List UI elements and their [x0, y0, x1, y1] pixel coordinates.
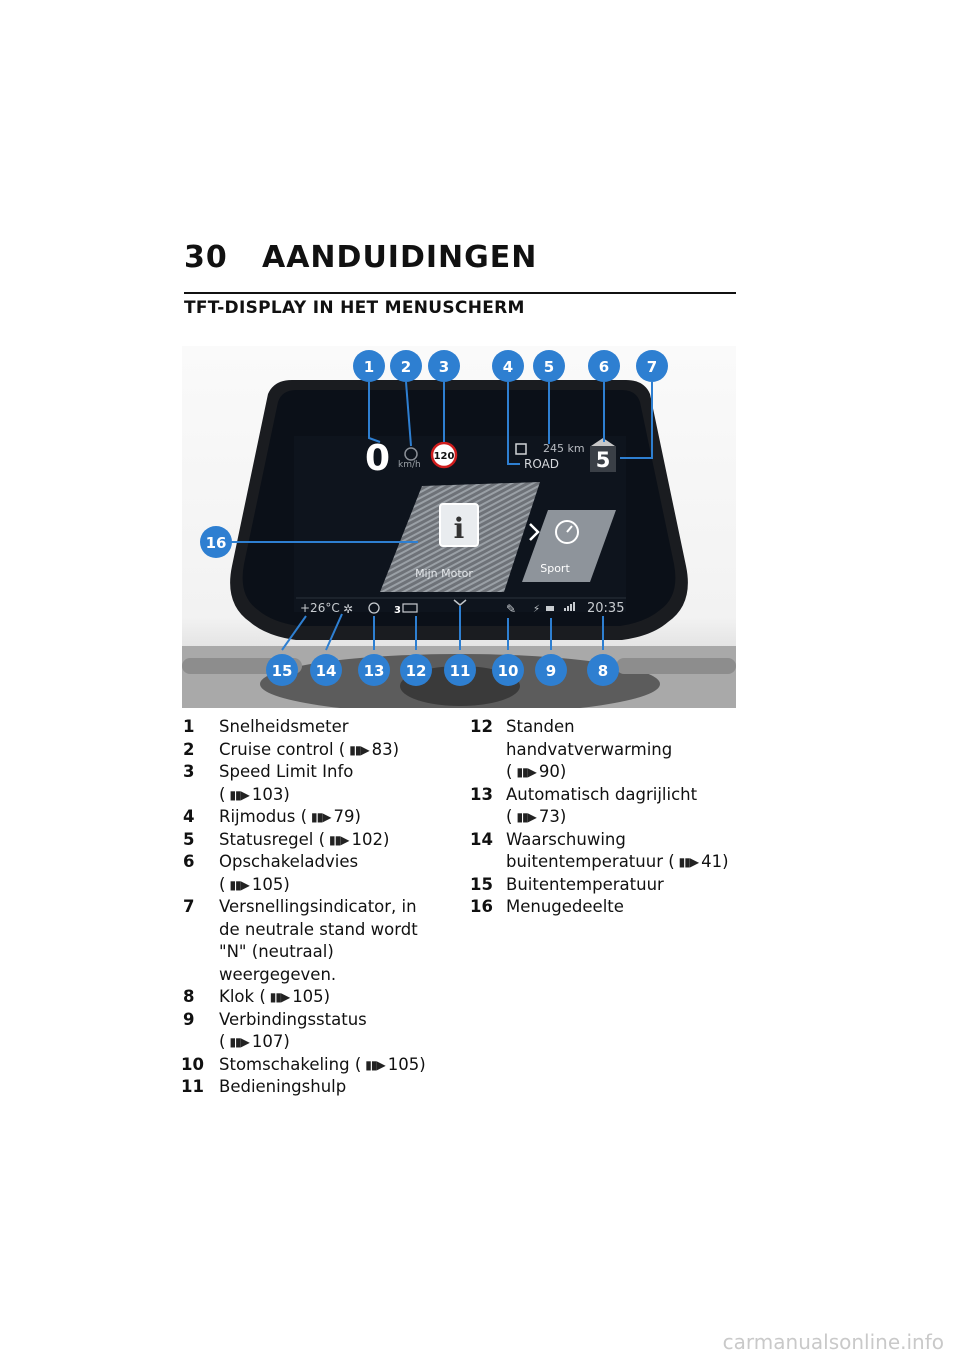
page-reference[interactable]: ( ▮▮▶ 73): [506, 807, 566, 826]
legend-item: 1 Snelheidsmeter: [183, 717, 349, 736]
range-readout: 245 km: [543, 442, 585, 455]
menu-right-label: Sport: [540, 562, 570, 575]
legend-item: 9 Verbindingsstatus ( ▮▮▶ 107): [183, 1009, 441, 1054]
page-ref-arrow-icon: ▮▮▶: [365, 1057, 385, 1072]
legend-item: 4 Rijmodus ( ▮▮▶ 79): [183, 806, 441, 829]
callout-10: 10: [497, 662, 519, 680]
menu-left-label: Mijn Motor: [415, 567, 473, 580]
connection-icon: ⚡: [533, 604, 541, 615]
page-ref-arrow-icon: ▮▮▶: [516, 810, 536, 824]
callout-5: 5: [543, 358, 555, 376]
callout-14: 14: [315, 662, 337, 680]
legend-list-right: [470, 716, 736, 919]
page-ref-arrow-icon: ▮▮▶: [311, 810, 331, 824]
battery-icon: [546, 606, 554, 611]
legend-item: 6 Opschakeladvies ( ▮▮▶ 105): [183, 851, 441, 896]
page-reference[interactable]: ( ▮▮▶ 105): [355, 1055, 426, 1074]
speed-unit: km/h: [398, 460, 421, 470]
legend-item: 10 Stomschakeling ( ▮▮▶ 105): [183, 1054, 441, 1077]
speed-limit-value: 120: [433, 451, 455, 462]
callout-13: 13: [363, 662, 385, 680]
page-reference[interactable]: ( ▮▮▶ 105): [259, 987, 330, 1006]
page-ref-arrow-icon: ▮▮▶: [516, 765, 536, 779]
section-title: TFT-DISPLAY IN HET MENUSCHERM: [184, 298, 525, 318]
callout-8: 8: [597, 662, 609, 680]
legend-item: 14 Waarschuwing buitentemperatuur ( ▮▮▶ 41): [470, 829, 736, 874]
page-ref-arrow-icon: ▮▮▶: [229, 1035, 249, 1049]
chapter-heading: [184, 240, 537, 275]
chapter-title: AANDUIDINGEN: [262, 240, 538, 275]
page-reference[interactable]: ( ▮▮▶ 103): [219, 785, 290, 804]
legend-item: 8 Klok ( ▮▮▶ 105): [183, 986, 441, 1009]
callout-12: 12: [405, 662, 427, 680]
speed-readout: 0: [365, 438, 391, 479]
legend-item: 11 Bedieningshulp: [181, 1077, 347, 1096]
heading-rule: [184, 292, 736, 294]
page-reference[interactable]: ( ▮▮▶ 83): [339, 740, 399, 759]
legend-item: 15 Buitentemperatuur: [470, 874, 664, 894]
callout-6: 6: [598, 358, 610, 376]
ride-mode-readout: ROAD: [524, 457, 560, 471]
info-icon: i: [453, 512, 465, 545]
page-ref-arrow-icon: ▮▮▶: [329, 832, 349, 847]
page-ref-arrow-icon: ▮▮▶: [349, 742, 369, 757]
callout-1: 1: [363, 358, 375, 376]
page-reference[interactable]: ( ▮▮▶ 102): [319, 830, 390, 849]
mute-icon: ✎: [506, 602, 517, 616]
page-reference[interactable]: ( ▮▮▶ 105): [219, 875, 290, 894]
page-reference[interactable]: ( ▮▮▶ 79): [301, 807, 361, 826]
callout-15: 15: [271, 662, 293, 680]
callout-7: 7: [646, 358, 658, 376]
legend-item: 7 Versnellingsindicator, in de neutrale stand wordt "N" (neutraal) weergegeven.: [183, 897, 418, 984]
callout-4: 4: [502, 358, 514, 376]
page-ref-arrow-icon: ▮▮▶: [678, 855, 699, 869]
callout-3: 3: [438, 358, 450, 376]
callout-16: 16: [205, 534, 227, 552]
watermark: carmanualsonline.info: [722, 1330, 944, 1354]
temperature-readout: +26°C: [300, 601, 340, 615]
page-ref-arrow-icon: ▮▮▶: [269, 990, 290, 1004]
legend-item: 3 Speed Limit Info ( ▮▮▶ 103): [183, 761, 441, 806]
page-ref-arrow-icon: ▮▮▶: [229, 787, 249, 802]
legend-item: 12 Standen handvatverwarming ( ▮▮▶ 90): [470, 716, 736, 784]
gear-indicator: 5: [595, 448, 611, 472]
legend-item: 16 Menugedeelte: [470, 897, 624, 916]
page-number: 30: [184, 240, 228, 275]
page-reference[interactable]: ( ▮▮▶ 90): [506, 762, 566, 781]
legend-item: 2 Cruise control ( ▮▮▶ 83): [183, 739, 441, 762]
tft-display-photo: [182, 346, 736, 708]
clock-readout: 20:35: [587, 601, 625, 616]
callout-2: 2: [400, 358, 412, 376]
grip-heating-level: 3: [394, 605, 401, 616]
callout-9: 9: [545, 662, 557, 680]
legend-item: 5 Statusregel ( ▮▮▶ 102): [183, 829, 441, 852]
page-ref-arrow-icon: ▮▮▶: [229, 877, 249, 892]
legend-list-left: [183, 716, 441, 1099]
legend-item: 13 Automatisch dagrijlicht ( ▮▮▶ 73): [470, 784, 736, 829]
page-reference[interactable]: ( ▮▮▶ 41): [668, 852, 728, 871]
page-reference[interactable]: ( ▮▮▶ 107): [219, 1032, 290, 1051]
frost-warning-icon: ✲: [343, 602, 354, 616]
callout-11: 11: [449, 662, 471, 680]
